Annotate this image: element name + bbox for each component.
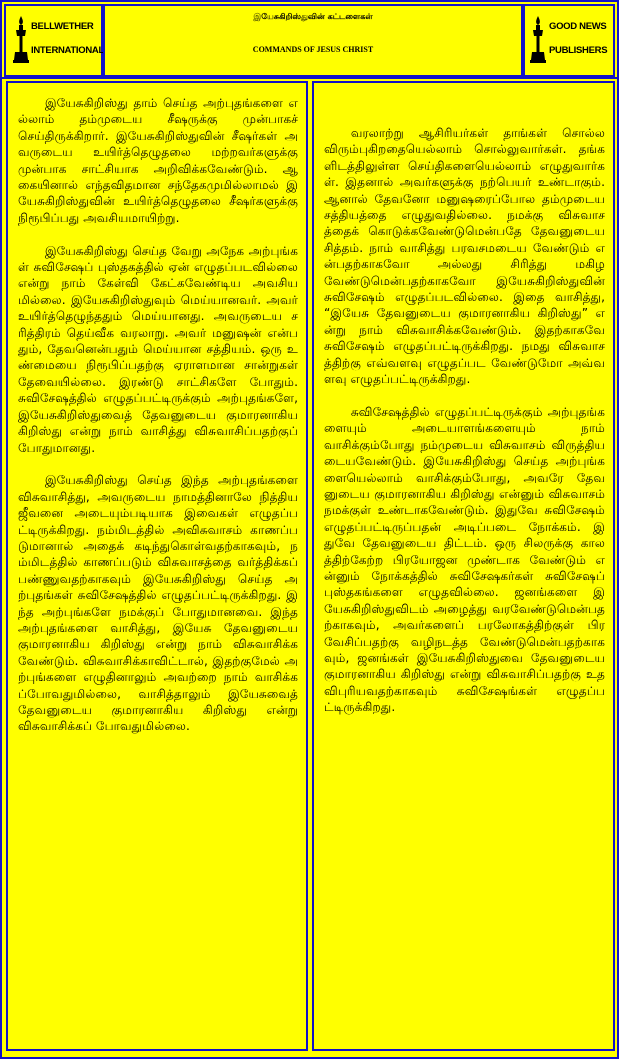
left-paragraph-1: இயேசுகிறிஸ்து தாம் செய்த அற்புதங்களை எல்லாம் தம்முடைய சீஷருக்கு முன்பாகச் செய்திருக்கிறார். இயேசுகிறிஸ்துவின் சீஷர்கள் அவருடைய உயிர்த்தெழுதலை மற்றவர்களுக்கு முன்பாக சாட்சியாக அறிவிக்கவேண்டும். ஆகையினால் எந்தவிதமான சந்தேகமுமில்லாமல் இயேசுகிறிஸ்துவின் உயிர்த்தெழுதலை சீஷர்களுக்கு நிரூபிப்பது அவசியமாயிற்று.	[18, 96, 298, 225]
title-english: COMMANDS OF JESUS CHRIST	[252, 45, 374, 54]
title-tamil: இயேசுகிறிஸ்துவின் கட்டளைகள்	[253, 12, 373, 21]
left-logo-line1: BELLWETHER	[31, 21, 94, 32]
left-paragraph-2: இயேசுகிறிஸ்து செய்த வேறு அநேக அற்புங்கள் சுவிசேஷப் புஸ்தகத்தில் ஏன் எழுதப்படவில்லை என்று நாம் கேள்வி கேட்கவேண்டிய அவசியமில்லை. இயேசுகிறிஸ்துவும் மெய்யானவர். அவர் உயிர்த்தெழுந்ததும் மெய்யானது. அவருடைய சரித்திரம் தெய்வீக வரலாறு. அவர் மனுஷன் என்பதும், தேவனென்பதும் மெய்யான சத்தியம். ஒரு உண்மையை நிரூபிப்பதற்கு ஏராளமான சான்றுகள் தேவையில்லை. இரண்டு சாட்சிகளே போதும். சுவிசேஷத்தில் எழுதப்பட்டிருக்கும் அற்புதங்களே, இயேசுகிறிஸ்துவைத் தேவனுடைய குமாரனாகிய கிறிஸ்து என்று நாம் வாசித்து விசுவாசிப்பதற்குப் போதுமானது.	[18, 243, 298, 455]
right-paragraph-2: சுவிசேஷத்தில் எழுதப்பட்டிருக்கும் அற்புதங்களையும் அடையாளங்களையும் நாம் வாசிக்கும்போது நம்முடைய விசுவாசம் விருத்தியடையவேண்டும். இயேசுகிறிஸ்து செய்த அற்புங்களையெல்லாம் வாசிக்கும்போது, அவரே தேவனுடைய குமாரனாகிய கிறிஸ்து என்னும் விசுவாசம் நமக்குள் உண்டாகவேண்டும். இதுவே சுவிசேஷம் எழுதப்பட்டிருப்பதன் அடிப்படை நோக்கம். இதுவே தேவனுடைய திட்டம். ஒரு சிலருக்கு காலத்திற்கேற்ற பிரயோஜன முண்டாக வேண்டும் என்னும் நோக்கத்தில் சுவிசேஷகர்கள் சுவிசேஷப் புஸ்தகங்களை எழுதவில்லை. ஜனங்களை இயேசுகிறிஸ்துவிடம் அழைத்து வரவேண்டுமென்பதற்காகவும், அவர்களைப் பரலோகத்திற்குள் பிரவேசிப்பதற்கு வழிநடத்த வேண்டுமென்பதற்காகவும், ஜனங்கள் இயேசுகிறிஸ்துவை தேவனுடைய குமாரனாகிய கிறிஸ்து என்று விசுவாசிப்பதற்கு உதவிபுரியவதற்காகவும் சுவிசேஷங்கள் எழுதப்பட்டிருக்கிறது.	[324, 404, 605, 715]
left-logo-box	[4, 4, 103, 77]
left-paragraph-3: இயேசுகிறிஸ்து செய்த இந்த அற்புதங்களை விசுவாசித்து, அவருடைய நாமத்தினாலே நித்திய ஜீவனை அடையும்படியாக இவைகள் எழுதப்பட்டிருக்கிறது. நம்மிடத்தில் அவிசுவாசம் காணப்படுமானால் அதைக் கடிந்துகொள்வதற்காகவும், நம்மிடத்தில் காணப்படும் விசுவாசத்தை வர்த்திக்கப் பண்ணுவதற்காகவும் இயேசுகிறிஸ்து செய்த அற்புதங்கள் சுவிசேஷத்தில் எழுதப்பட்டிருக்கிறது. இந்த அற்புங்களே நமக்குப் போதுமானவை. இந்த அற்புதங்களை வாசித்து, இயேசு தேவனுடைய குமாரனாகிய கிறிஸ்து என்று நாம் விசுவாசிக்க வேண்டும். விசுவாசிக்காவிட்டால், இதற்குமேல் அற்புங்களை எழுதினாலும் அவற்றை நாம் வாசிக்கப்போவதுமில்லை, வாசித்தாலும் இயேசுவைத் தேவனுடைய குமாரனாகிய கிறிஸ்து என்று விசுவாசிக்கப் போவதுமில்லை.	[18, 473, 298, 734]
lamp-figure-icon	[12, 14, 30, 64]
left-column	[6, 81, 308, 1051]
right-column-text	[324, 125, 605, 732]
left-column-text	[18, 95, 298, 751]
left-logo-line2: INTERNATIONAL	[31, 45, 104, 56]
right-logo-box	[523, 4, 615, 77]
right-logo-line1: GOOD NEWS	[549, 21, 607, 32]
right-column	[312, 81, 615, 1051]
header	[2, 2, 617, 79]
right-logo-line2: PUBLISHERS	[549, 45, 608, 56]
lamp-figure-icon	[529, 14, 547, 64]
title-box	[103, 4, 523, 77]
right-paragraph-1: வரலாற்று ஆசிரியர்கள் தாங்கள் சொல்ல விரும்புகிறதையெல்லாம் சொல்லுவார்கள். தங்களிடத்திலுள்ள செய்திகளையெல்லாம் எழுதுவார்கள். இதனால் அவர்களுக்கு நற்பெயர் உண்டாகும். ஆனால் தேவனோ மனுஷரைப்போல தம்முடைய சத்தியத்தை எழுதுவதில்லை. நமக்கு விசுவாசத்தைக் கொடுக்கவேண்டுமென்பதே தேவனுடைய சித்தம். நாம் வாசித்து பரவசமடைய வேண்டும் என்பதற்காகவோ அல்லது சிரித்து மகிழவேண்டுமென்பதற்காகவோ இயேசுகிறிஸ்துவின் சுவிசேஷம் எழுதப்படவில்லை. இதை வாசித்து, “இயேசு தேவனுடைய குமாரனாகிய கிறிஸ்து” என்று நாம் விசுவாசிக்கவேண்டும். இதற்காகவே சுவிசேஷம் எழுதப்பட்டிருக்கிறது. நமது விசுவாசத்திற்கு எவ்வளவு எழுதப்பட வேண்டுமோ அவ்வளவு எழுதப்பட்டிருக்கிறது.	[324, 126, 605, 387]
